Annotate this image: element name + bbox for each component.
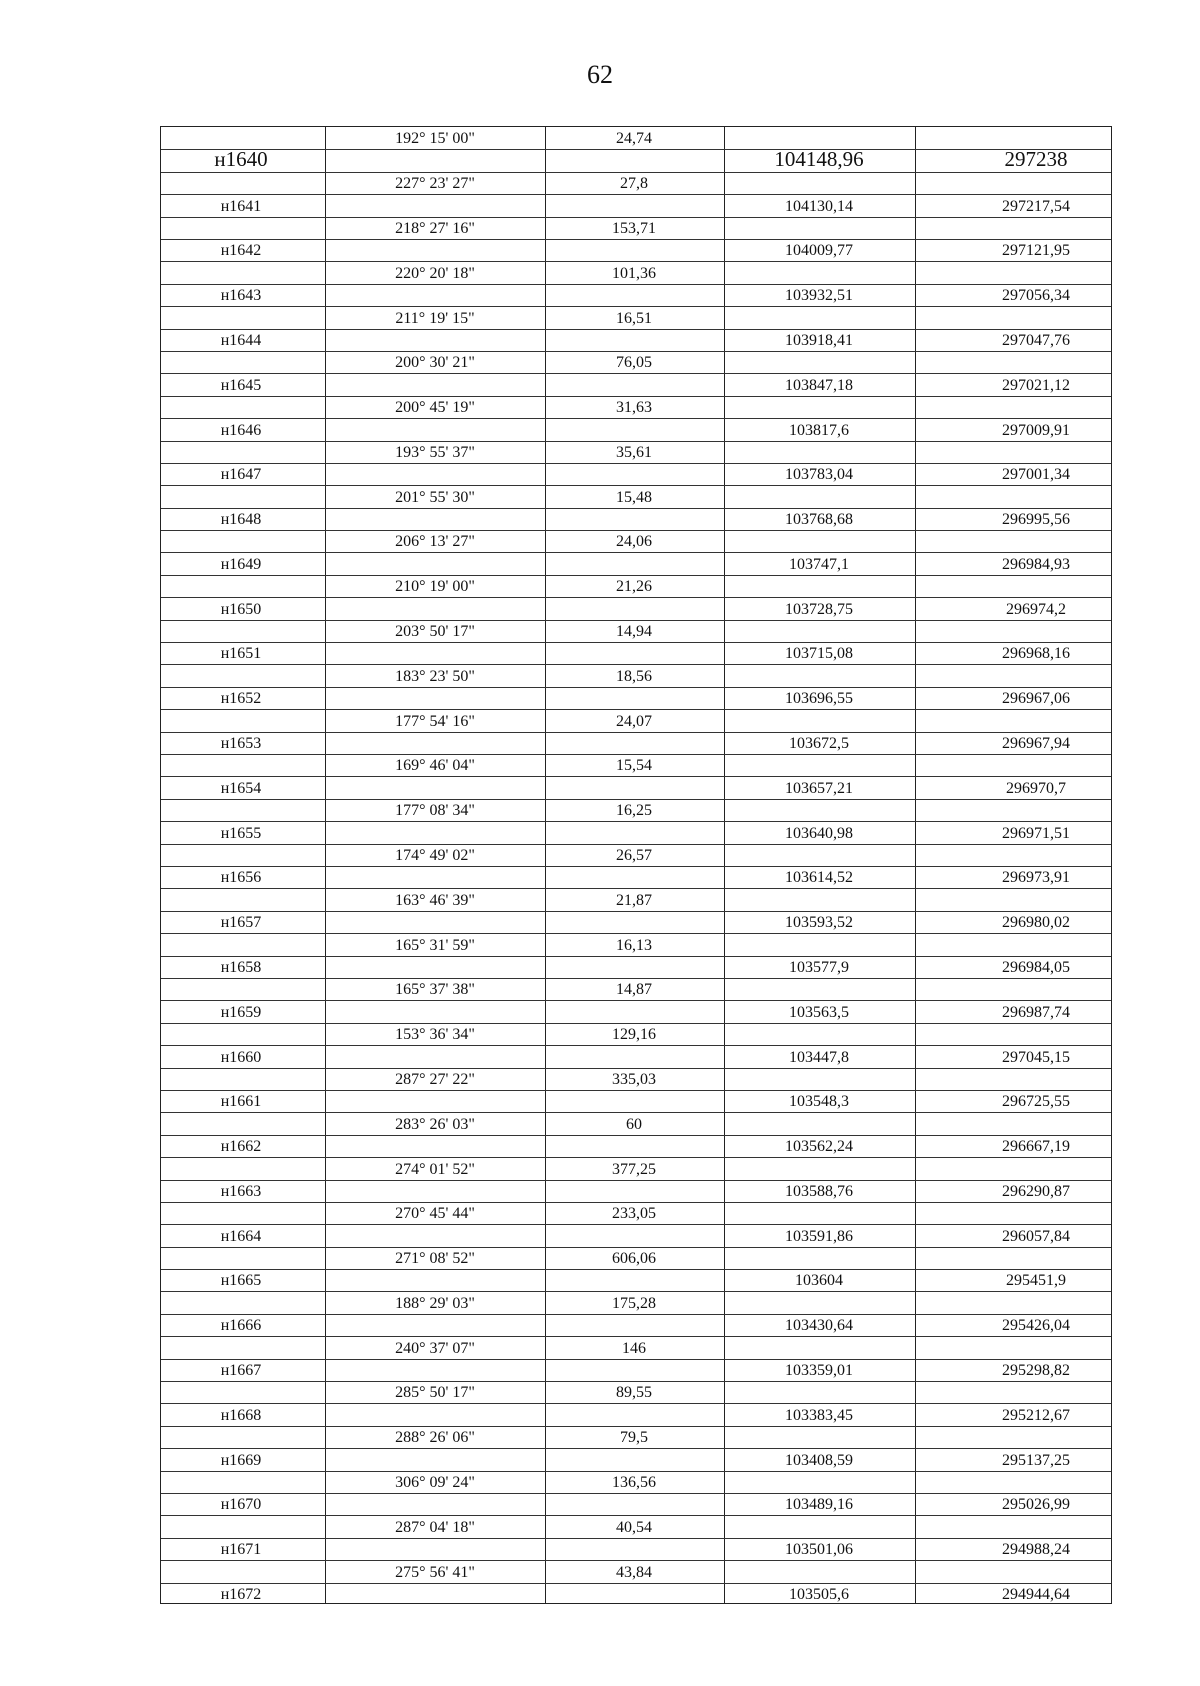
x-coordinate-cell: 103383,45 — [785, 1406, 853, 1424]
point-id-cell: н1662 — [220, 1138, 262, 1156]
x-coordinate-cell: 103640,98 — [785, 824, 853, 842]
row-divider — [161, 1291, 1111, 1292]
point-id-cell: н1671 — [220, 1541, 262, 1559]
row-divider — [161, 1023, 1111, 1024]
row-divider — [161, 620, 1111, 621]
point-id-cell: н1659 — [220, 1003, 262, 1021]
x-coordinate-cell: 103657,21 — [785, 779, 853, 797]
distance-cell: 146 — [622, 1339, 646, 1357]
distance-cell: 14,94 — [616, 623, 652, 641]
y-coordinate-cell: 295451,9 — [1006, 1272, 1066, 1290]
row-divider — [161, 687, 1111, 688]
y-coordinate-cell: 297021,12 — [1002, 376, 1070, 394]
distance-cell: 76,05 — [616, 354, 652, 372]
distance-cell: 40,54 — [616, 1518, 652, 1536]
y-coordinate-cell: 296995,56 — [1002, 511, 1070, 529]
bearing-cell: 183° 23' 50" — [395, 667, 475, 685]
point-id-cell: н1654 — [220, 779, 262, 797]
point-id-cell: н1657 — [220, 914, 262, 932]
row-divider — [161, 172, 1111, 173]
point-id-cell: н1641 — [220, 197, 262, 215]
row-divider — [161, 441, 1111, 442]
point-id-cell: н1661 — [220, 1093, 262, 1111]
y-coordinate-cell: 296967,06 — [1002, 690, 1070, 708]
row-divider — [161, 1180, 1111, 1181]
bearing-cell: 283° 26' 03" — [395, 1115, 475, 1133]
y-coordinate-cell: 296970,7 — [1006, 779, 1066, 797]
x-coordinate-cell: 103672,5 — [789, 735, 849, 753]
x-coordinate-cell: 103563,5 — [789, 1003, 849, 1021]
row-divider — [161, 1515, 1111, 1516]
y-coordinate-cell: 295137,25 — [1002, 1451, 1070, 1469]
bearing-cell: 193° 55' 37" — [395, 443, 475, 461]
point-id-cell: н1666 — [220, 1317, 262, 1335]
row-divider — [161, 530, 1111, 531]
point-id-cell: н1645 — [220, 376, 262, 394]
distance-cell: 16,13 — [616, 936, 652, 954]
y-coordinate-cell: 297238 — [1004, 146, 1068, 171]
row-divider — [161, 1045, 1111, 1046]
row-divider — [161, 575, 1111, 576]
bearing-cell: 201° 55' 30" — [395, 488, 475, 506]
x-coordinate-cell: 103430,64 — [785, 1317, 853, 1335]
row-divider — [161, 1560, 1111, 1561]
y-coordinate-cell: 297009,91 — [1002, 421, 1070, 439]
distance-cell: 21,87 — [616, 891, 652, 909]
distance-cell: 16,25 — [616, 802, 652, 820]
bearing-cell: 274° 01' 52" — [395, 1160, 475, 1178]
point-id-cell: н1648 — [220, 511, 262, 529]
row-divider — [161, 844, 1111, 845]
row-divider — [161, 1448, 1111, 1449]
y-coordinate-cell: 297047,76 — [1002, 331, 1070, 349]
bearing-cell: 192° 15' 00" — [395, 130, 475, 148]
y-coordinate-cell: 294988,24 — [1002, 1541, 1070, 1559]
row-divider — [161, 1112, 1111, 1113]
x-coordinate-cell: 103408,59 — [785, 1451, 853, 1469]
bearing-cell: 200° 30' 21" — [395, 354, 475, 372]
bearing-cell: 169° 46' 04" — [395, 757, 475, 775]
bearing-cell: 177° 08' 34" — [395, 802, 475, 820]
y-coordinate-cell: 296987,74 — [1002, 1003, 1070, 1021]
bearing-cell: 287° 04' 18" — [395, 1518, 475, 1536]
row-divider — [161, 508, 1111, 509]
x-coordinate-cell: 103489,16 — [785, 1496, 853, 1514]
distance-cell: 335,03 — [612, 1070, 656, 1088]
x-coordinate-cell: 103847,18 — [785, 376, 853, 394]
point-id-cell: н1664 — [220, 1227, 262, 1245]
y-coordinate-cell: 296984,05 — [1002, 958, 1070, 976]
row-divider — [161, 149, 1111, 150]
y-coordinate-cell: 296725,55 — [1002, 1093, 1070, 1111]
y-coordinate-cell: 297121,95 — [1002, 242, 1070, 260]
point-id-cell: н1644 — [220, 331, 262, 349]
x-coordinate-cell: 103817,6 — [789, 421, 849, 439]
point-id-cell: н1649 — [220, 555, 262, 573]
bearing-cell: 240° 37' 07" — [395, 1339, 475, 1357]
y-coordinate-cell: 296057,84 — [1002, 1227, 1070, 1245]
point-id-cell: н1663 — [220, 1182, 262, 1200]
bearing-cell: 174° 49' 02" — [395, 847, 475, 864]
x-coordinate-cell: 103593,52 — [785, 914, 853, 932]
y-coordinate-cell: 297001,34 — [1002, 466, 1070, 484]
row-divider — [161, 1381, 1111, 1382]
row-divider — [161, 776, 1111, 777]
row-divider — [161, 373, 1111, 374]
distance-cell: 35,61 — [616, 443, 652, 461]
distance-cell: 153,71 — [612, 219, 656, 237]
y-coordinate-cell: 296968,16 — [1002, 645, 1070, 663]
point-id-cell: н1650 — [220, 600, 262, 618]
bearing-cell: 275° 56' 41" — [395, 1563, 475, 1581]
row-divider — [161, 485, 1111, 486]
point-id-cell: н1647 — [220, 466, 262, 484]
x-coordinate-cell: 103548,3 — [789, 1093, 849, 1111]
distance-cell: 43,84 — [616, 1563, 652, 1581]
distance-cell: 24,74 — [616, 130, 652, 148]
row-divider — [161, 1269, 1111, 1270]
point-id-cell: н1653 — [220, 735, 262, 753]
x-coordinate-cell: 103932,51 — [785, 287, 853, 305]
x-coordinate-cell: 103783,04 — [785, 466, 853, 484]
distance-cell: 136,56 — [612, 1474, 656, 1492]
row-divider — [161, 1157, 1111, 1158]
x-coordinate-cell: 104148,96 — [774, 146, 864, 171]
y-coordinate-cell: 296980,02 — [1002, 914, 1070, 932]
bearing-cell: 165° 31' 59" — [395, 936, 475, 954]
distance-cell: 101,36 — [612, 264, 656, 282]
row-divider — [161, 1068, 1111, 1069]
row-divider — [161, 284, 1111, 285]
bearing-cell: 306° 09' 24" — [395, 1474, 475, 1492]
row-divider — [161, 1426, 1111, 1427]
y-coordinate-cell: 297056,34 — [1002, 287, 1070, 305]
bearing-cell: 210° 19' 00" — [395, 578, 475, 596]
distance-cell: 21,26 — [616, 578, 652, 596]
bearing-cell: 211° 19' 15" — [395, 309, 475, 327]
row-divider — [161, 642, 1111, 643]
row-divider — [161, 306, 1111, 307]
row-divider — [161, 1471, 1111, 1472]
distance-cell: 24,07 — [616, 712, 652, 730]
y-coordinate-cell: 296974,2 — [1006, 600, 1066, 618]
row-divider — [161, 1403, 1111, 1404]
bearing-cell: 287° 27' 22" — [395, 1070, 475, 1088]
x-coordinate-cell: 103588,76 — [785, 1182, 853, 1200]
row-divider — [161, 664, 1111, 665]
y-coordinate-cell: 296967,94 — [1002, 735, 1070, 753]
y-coordinate-cell: 294944,64 — [1002, 1586, 1070, 1603]
distance-cell: 16,51 — [616, 309, 652, 327]
row-divider — [161, 933, 1111, 934]
bearing-cell: 271° 08' 52" — [395, 1250, 475, 1268]
row-divider — [161, 799, 1111, 800]
point-id-cell: н1665 — [220, 1272, 262, 1290]
x-coordinate-cell: 103562,24 — [785, 1138, 853, 1156]
x-coordinate-cell: 103918,41 — [785, 331, 853, 349]
bearing-cell: 206° 13' 27" — [395, 533, 475, 551]
x-coordinate-cell: 103604 — [795, 1272, 843, 1290]
y-coordinate-cell: 295212,67 — [1002, 1406, 1070, 1424]
y-coordinate-cell: 296290,87 — [1002, 1182, 1070, 1200]
bearing-cell: 165° 37' 38" — [395, 981, 475, 999]
row-divider — [161, 239, 1111, 240]
row-divider — [161, 732, 1111, 733]
row-divider — [161, 329, 1111, 330]
point-id-cell: н1669 — [220, 1451, 262, 1469]
distance-cell: 377,25 — [612, 1160, 656, 1178]
row-divider — [161, 911, 1111, 912]
distance-cell: 129,16 — [612, 1026, 656, 1044]
x-coordinate-cell: 103577,9 — [789, 958, 849, 976]
distance-cell: 31,63 — [616, 399, 652, 417]
x-coordinate-cell: 103591,86 — [785, 1227, 853, 1245]
x-coordinate-cell: 103505,6 — [789, 1586, 849, 1603]
distance-cell: 14,87 — [616, 981, 652, 999]
bearing-cell: 285° 50' 17" — [395, 1384, 475, 1402]
row-divider — [161, 956, 1111, 957]
row-divider — [161, 1202, 1111, 1203]
x-coordinate-cell: 103696,55 — [785, 690, 853, 708]
y-coordinate-cell: 296971,51 — [1002, 824, 1070, 842]
point-id-cell: н1640 — [214, 146, 268, 171]
distance-cell: 60 — [626, 1115, 642, 1133]
distance-cell: 79,5 — [620, 1429, 648, 1447]
row-divider — [161, 194, 1111, 195]
point-id-cell: н1642 — [220, 242, 262, 260]
x-coordinate-cell: 103359,01 — [785, 1362, 853, 1380]
row-divider — [161, 351, 1111, 352]
x-coordinate-cell: 103447,8 — [789, 1048, 849, 1066]
distance-cell: 89,55 — [616, 1384, 652, 1402]
row-divider — [161, 1247, 1111, 1248]
x-coordinate-cell: 103715,08 — [785, 645, 853, 663]
y-coordinate-cell: 295026,99 — [1002, 1496, 1070, 1514]
distance-cell: 606,06 — [612, 1250, 656, 1268]
y-coordinate-cell: 297045,15 — [1002, 1048, 1070, 1066]
point-id-cell: н1672 — [220, 1586, 262, 1603]
row-divider — [161, 709, 1111, 710]
point-id-cell: н1658 — [220, 958, 262, 976]
row-divider — [161, 396, 1111, 397]
y-coordinate-cell: 297217,54 — [1002, 197, 1070, 215]
row-divider — [161, 217, 1111, 218]
row-divider — [161, 418, 1111, 419]
bearing-cell: 200° 45' 19" — [395, 399, 475, 417]
row-divider — [161, 1583, 1111, 1584]
point-id-cell: н1656 — [220, 869, 262, 887]
point-id-cell: н1668 — [220, 1406, 262, 1424]
row-divider — [161, 978, 1111, 979]
bearing-cell: 188° 29' 03" — [395, 1294, 475, 1312]
row-divider — [161, 866, 1111, 867]
bearing-cell: 163° 46' 39" — [395, 891, 475, 909]
row-divider — [161, 552, 1111, 553]
row-divider — [161, 1314, 1111, 1315]
y-coordinate-cell: 295298,82 — [1002, 1362, 1070, 1380]
row-divider — [161, 888, 1111, 889]
x-coordinate-cell: 103747,1 — [789, 555, 849, 573]
row-divider — [161, 1538, 1111, 1539]
row-divider — [161, 1090, 1111, 1091]
row-divider — [161, 821, 1111, 822]
y-coordinate-cell: 296667,19 — [1002, 1138, 1070, 1156]
distance-cell: 15,54 — [616, 757, 652, 775]
x-coordinate-cell: 104009,77 — [785, 242, 853, 260]
page-number: 62 — [587, 60, 613, 89]
point-id-cell: н1667 — [220, 1362, 262, 1380]
distance-cell: 18,56 — [616, 667, 652, 685]
bearing-cell: 177° 54' 16" — [395, 712, 475, 730]
x-coordinate-cell: 103614,52 — [785, 869, 853, 887]
distance-cell: 24,06 — [616, 533, 652, 551]
y-coordinate-cell: 296973,91 — [1002, 869, 1070, 887]
coordinate-table — [160, 126, 1112, 1604]
x-coordinate-cell: 103728,75 — [785, 600, 853, 618]
x-coordinate-cell: 104130,14 — [785, 197, 853, 215]
row-divider — [161, 1224, 1111, 1225]
point-id-cell: н1651 — [220, 645, 262, 663]
bearing-cell: 270° 45' 44" — [395, 1205, 475, 1223]
distance-cell: 15,48 — [616, 488, 652, 506]
y-coordinate-cell: 295426,04 — [1002, 1317, 1070, 1335]
row-divider — [161, 1135, 1111, 1136]
point-id-cell: н1655 — [220, 824, 262, 842]
point-id-cell: н1652 — [220, 690, 262, 708]
distance-cell: 175,28 — [612, 1294, 656, 1312]
point-id-cell: н1643 — [220, 287, 262, 305]
row-divider — [161, 754, 1111, 755]
bearing-cell: 288° 26' 06" — [395, 1429, 475, 1447]
point-id-cell: н1646 — [220, 421, 262, 439]
distance-cell: 27,8 — [620, 175, 648, 193]
distance-cell: 26,57 — [616, 847, 652, 864]
row-divider — [161, 1336, 1111, 1337]
row-divider — [161, 1359, 1111, 1360]
bearing-cell: 227° 23' 27" — [395, 175, 475, 193]
row-divider — [161, 463, 1111, 464]
row-divider — [161, 261, 1111, 262]
x-coordinate-cell: 103768,68 — [785, 511, 853, 529]
bearing-cell: 203° 50' 17" — [395, 623, 475, 641]
y-coordinate-cell: 296984,93 — [1002, 555, 1070, 573]
point-id-cell: н1660 — [220, 1048, 262, 1066]
point-id-cell: н1670 — [220, 1496, 262, 1514]
x-coordinate-cell: 103501,06 — [785, 1541, 853, 1559]
row-divider — [161, 1000, 1111, 1001]
row-divider — [161, 1493, 1111, 1494]
bearing-cell: 218° 27' 16" — [395, 219, 475, 237]
bearing-cell: 220° 20' 18" — [395, 264, 475, 282]
distance-cell: 233,05 — [612, 1205, 656, 1223]
bearing-cell: 153° 36' 34" — [395, 1026, 475, 1044]
row-divider — [161, 597, 1111, 598]
